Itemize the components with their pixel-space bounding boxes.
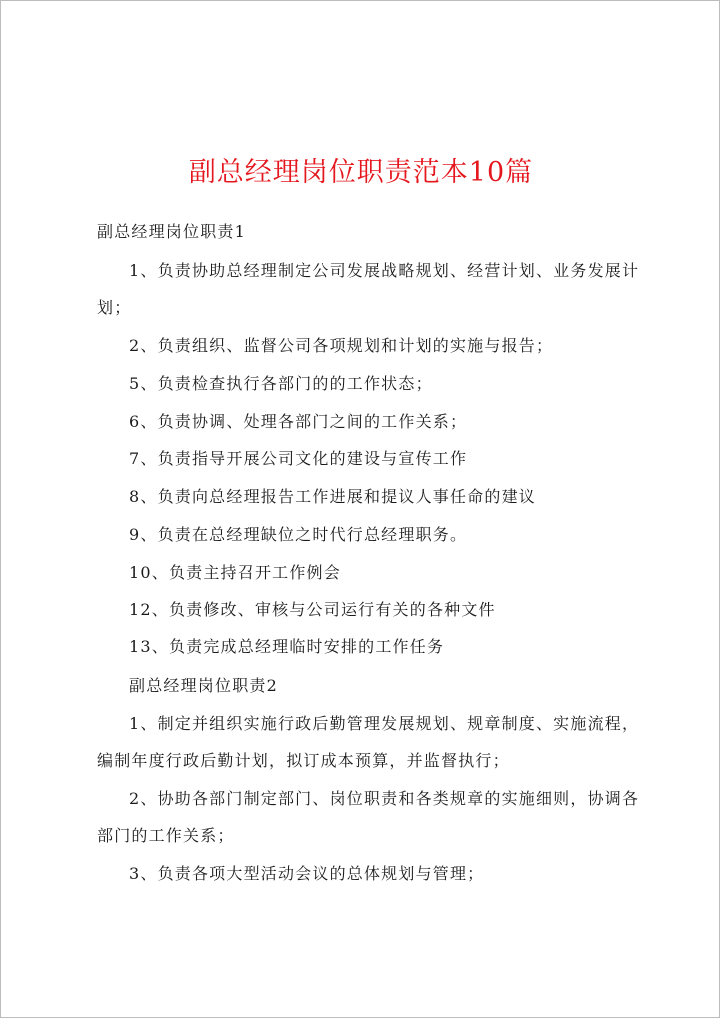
- list-item: 5、负责检查执行各部门的的工作状态；: [129, 374, 433, 393]
- list-item: 7、负责指导开展公司文化的建设与宣传工作: [129, 449, 468, 468]
- list-item: 1、制定并组织实施行政后勤管理发展规划、规章制度、实施流程，: [129, 714, 640, 733]
- list-item: 2、协助各部门制定部门、岗位职责和各类规章的实施细则，协调各: [129, 789, 640, 808]
- list-item: 10、负责主持召开工作例会: [129, 563, 341, 582]
- list-item: 8、负责向总经理报告工作进展和提议人事任命的建议: [129, 487, 536, 506]
- list-item: 1、负责协助总经理制定公司发展战略规划、经营计划、业务发展计: [129, 261, 640, 280]
- section-heading: 副总经理岗位职责1: [97, 222, 246, 241]
- list-item: 3、负责各项大型活动会议的总体规划与管理；: [129, 864, 485, 883]
- list-item-continuation: 编制年度行政后勤计划，拟订成本预算，并监督执行；: [97, 751, 510, 770]
- list-item-continuation: 部门的工作关系；: [97, 826, 235, 845]
- list-item: 13、负责完成总经理临时安排的工作任务: [129, 637, 445, 656]
- section-heading: 副总经理岗位职责2: [129, 676, 278, 695]
- list-item-continuation: 划；: [97, 298, 132, 317]
- document-title: 副总经理岗位职责范本10篇: [188, 157, 534, 188]
- list-item: 12、负责修改、审核与公司运行有关的各种文件: [129, 600, 496, 619]
- list-item: 9、负责在总经理缺位之时代行总经理职务。: [129, 525, 468, 544]
- list-item: 2、负责组织、监督公司各项规划和计划的实施与报告；: [129, 336, 554, 355]
- list-item: 6、负责协调、处理各部门之间的工作关系；: [129, 412, 468, 431]
